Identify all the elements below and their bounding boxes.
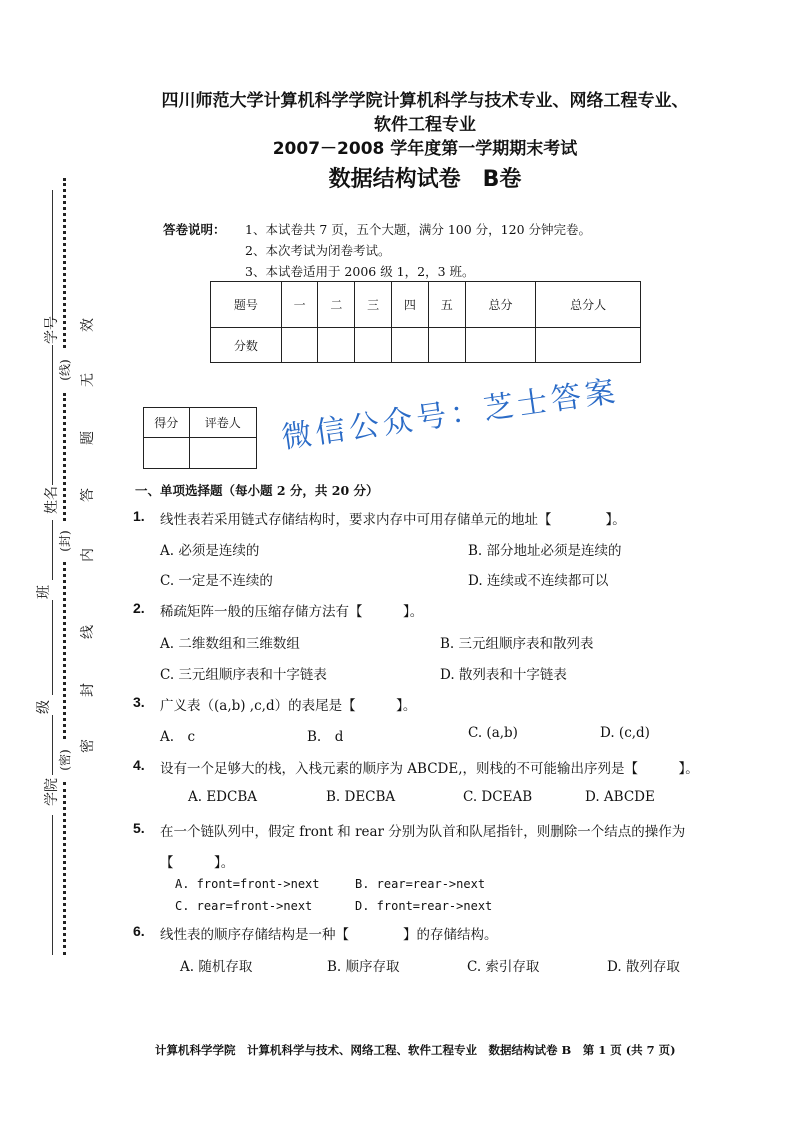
option[interactable]: D. ABCDE xyxy=(585,789,655,805)
instruction-3: 3、本试卷适用于 2006 级 1，2，3 班。 xyxy=(245,264,475,279)
notice-char: 封 xyxy=(80,683,96,697)
question-text: 广义表（(a,b) ,c,d）的表尾是【 】。 xyxy=(160,698,417,714)
page-title: 数据结构试卷 B卷 xyxy=(328,167,522,192)
option[interactable]: C. 一定是不连续的 xyxy=(160,573,273,589)
field-label-name: 姓名 xyxy=(44,486,60,514)
field-label-class: 班 xyxy=(36,585,52,599)
question-number: 6. xyxy=(133,923,145,939)
question-text: 线性表的顺序存储结构是一种【 】的存储结构。 xyxy=(160,927,498,943)
option[interactable]: D. (c,d) xyxy=(600,725,650,741)
score-cell[interactable] xyxy=(281,328,318,363)
grader-header: 得分 xyxy=(144,408,190,438)
option[interactable]: B. 部分地址必须是连续的 xyxy=(468,543,622,559)
notice-char: 效 xyxy=(80,318,96,332)
seal-line xyxy=(63,178,66,348)
header-line2: 软件工程专业 xyxy=(374,115,476,135)
option[interactable]: C. (a,b) xyxy=(468,725,518,741)
header-line1: 四川师范大学计算机科学学院计算机科学与技术专业、网络工程专业、 xyxy=(161,91,689,111)
score-cell[interactable] xyxy=(536,328,641,363)
field-underline xyxy=(52,345,53,485)
notice-char: 题 xyxy=(80,431,96,445)
seal-mark: (密) xyxy=(58,749,72,771)
option[interactable]: A. 随机存取 xyxy=(180,959,253,975)
grader-table xyxy=(143,407,257,469)
grader-cell[interactable] xyxy=(189,438,256,469)
option[interactable]: C. rear=front->next xyxy=(175,899,313,913)
score-header: 总分人 xyxy=(536,282,641,328)
seal-line xyxy=(63,562,66,739)
question-text: 设有一个足够大的栈，入栈元素的顺序为 ABCDE,，则栈的不可能输出序列是【 】。 xyxy=(160,761,699,777)
score-header: 四 xyxy=(392,282,429,328)
notice-char: 无 xyxy=(80,373,96,387)
question-number: 1. xyxy=(133,508,145,524)
field-label-grade: 级 xyxy=(36,700,52,714)
option[interactable]: A. 二维数组和三维数组 xyxy=(160,636,300,652)
section-title: 一、单项选择题（每小题 2 分，共 20 分） xyxy=(135,483,379,498)
seal-line xyxy=(63,393,66,521)
instructions-label: 答卷说明： xyxy=(163,222,226,237)
score-cell[interactable] xyxy=(355,328,392,363)
question-text-cont: 【 】。 xyxy=(160,855,235,871)
field-underline xyxy=(52,715,53,775)
option[interactable]: A. 必须是连续的 xyxy=(160,543,260,559)
grader-cell[interactable] xyxy=(144,438,190,469)
option[interactable]: B. 顺序存取 xyxy=(327,959,400,975)
option[interactable]: B. d xyxy=(307,729,344,745)
field-label-college: 学院 xyxy=(44,778,60,806)
question-text: 线性表若采用链式存储结构时，要求内存中可用存储单元的地址【 】。 xyxy=(160,512,626,528)
option[interactable]: C. 三元组顺序表和十字链表 xyxy=(160,667,327,683)
option[interactable]: A. front=front->next xyxy=(175,877,320,891)
notice-char: 密 xyxy=(80,739,96,753)
question-text: 在一个链队列中，假定 front 和 rear 分别为队首和队尾指针，则删除一个结点的操作为 xyxy=(160,824,686,840)
score-row-label: 分数 xyxy=(211,328,282,363)
field-underline xyxy=(52,815,53,955)
page-footer: 计算机科学学院 计算机科学与技术、网络工程、软件工程专业 数据结构试卷 B 第 1 页 (共 7 页) xyxy=(155,1043,676,1057)
grader-header: 评卷人 xyxy=(189,408,256,438)
option[interactable]: B. 三元组顺序表和散列表 xyxy=(440,636,594,652)
question-number: 4. xyxy=(133,757,145,773)
score-table xyxy=(210,281,641,363)
score-cell[interactable] xyxy=(465,328,536,363)
notice-char: 线 xyxy=(80,625,96,639)
score-header: 题号 xyxy=(211,282,282,328)
option[interactable]: C. 索引存取 xyxy=(467,959,540,975)
score-cell[interactable] xyxy=(428,328,465,363)
notice-char: 答 xyxy=(80,488,96,502)
option[interactable]: D. 散列表和十字链表 xyxy=(440,667,567,683)
score-header: 三 xyxy=(355,282,392,328)
score-cell[interactable] xyxy=(392,328,429,363)
option[interactable]: D. 散列存取 xyxy=(607,959,680,975)
field-label-student-id: 学号 xyxy=(44,316,60,344)
score-header: 二 xyxy=(318,282,355,328)
question-number: 2. xyxy=(133,600,145,616)
option[interactable]: C. DCEAB xyxy=(463,789,533,805)
question-number: 3. xyxy=(133,694,145,710)
field-underline xyxy=(52,190,53,320)
notice-char: 内 xyxy=(80,548,96,562)
option[interactable]: A. c xyxy=(160,729,196,745)
option[interactable]: D. 连续或不连续都可以 xyxy=(468,573,609,589)
question-text: 稀疏矩阵一般的压缩存储方法有【 】。 xyxy=(160,604,424,620)
watermark: 微信公众号：芝士答案 xyxy=(279,373,622,456)
option[interactable]: A. EDCBA xyxy=(188,789,258,805)
field-underline xyxy=(52,600,53,695)
score-header: 一 xyxy=(281,282,318,328)
option[interactable]: D. front=rear->next xyxy=(355,899,493,913)
score-cell[interactable] xyxy=(318,328,355,363)
seal-mark: (封) xyxy=(58,530,72,552)
field-underline xyxy=(52,520,53,580)
header-line3: 2007－2008 学年度第一学期期末考试 xyxy=(272,139,578,159)
seal-mark: (线) xyxy=(58,359,72,381)
score-header: 总分 xyxy=(465,282,536,328)
score-header: 五 xyxy=(428,282,465,328)
seal-line xyxy=(63,782,66,955)
option[interactable]: B. DECBA xyxy=(326,789,396,805)
question-number: 5. xyxy=(133,820,145,836)
option[interactable]: B. rear=rear->next xyxy=(355,877,486,891)
instruction-1: 1、本试卷共 7 页，五个大题，满分 100 分，120 分钟完卷。 xyxy=(245,222,591,237)
instruction-2: 2、本次考试为闭卷考试。 xyxy=(245,243,391,258)
